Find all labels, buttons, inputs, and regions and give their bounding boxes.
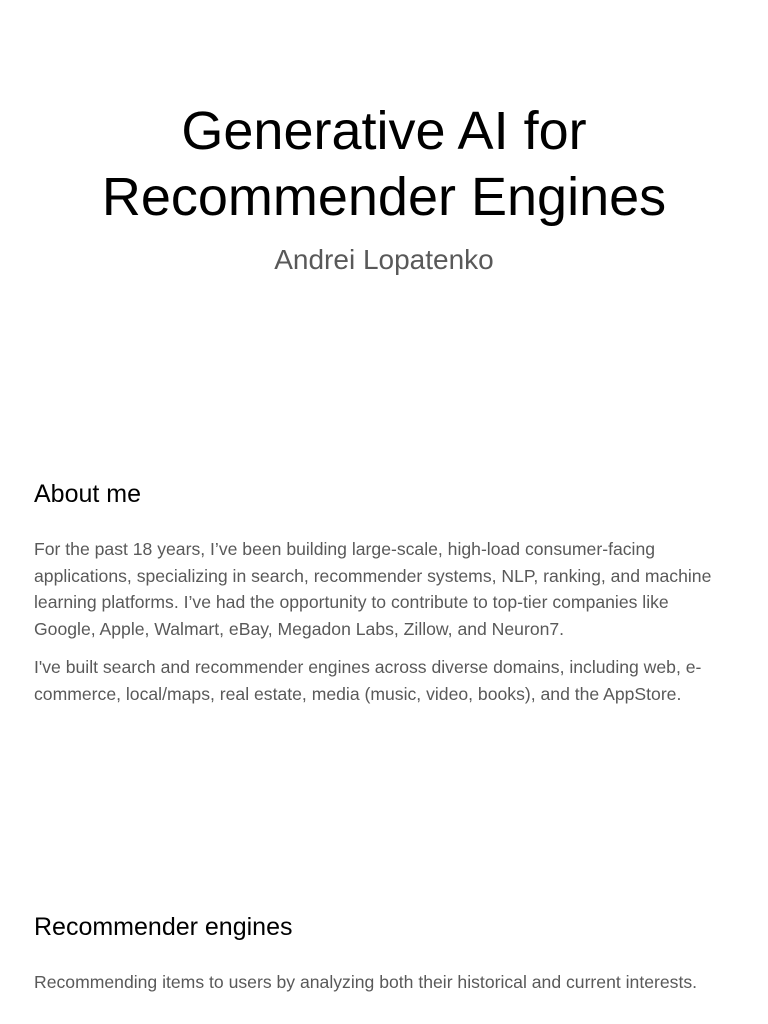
title-line-2: Recommender Engines xyxy=(101,167,667,227)
title-line-1: Generative AI for xyxy=(181,101,587,161)
recommender-section xyxy=(34,911,734,996)
title-slide xyxy=(0,98,768,278)
document-title xyxy=(0,98,768,230)
about-paragraph-2: I've built search and recommender engines across diverse domains, including web, e-commerce, local/maps, real estate, media (music, video, books), and the AppStore. xyxy=(34,657,702,704)
about-section xyxy=(34,478,734,707)
recommender-paragraph-1: Recommending items to users by analyzing both their historical and current interests. xyxy=(34,972,698,992)
about-heading: About me xyxy=(34,480,142,508)
recommender-heading: Recommender engines xyxy=(34,913,293,941)
author-name: Andrei Lopatenko xyxy=(274,244,494,275)
about-paragraph-1: For the past 18 years, I’ve been building large-scale, high-load consumer-facing applications, specializing in search, recommender systems, NLP, ranking, and machine learning platforms. I’ve had the opportunity to contribute to top-tier companies like Google, Apple, Walmart, eBay, Megadon Labs, Zillow, and Neuron7. xyxy=(34,539,712,639)
